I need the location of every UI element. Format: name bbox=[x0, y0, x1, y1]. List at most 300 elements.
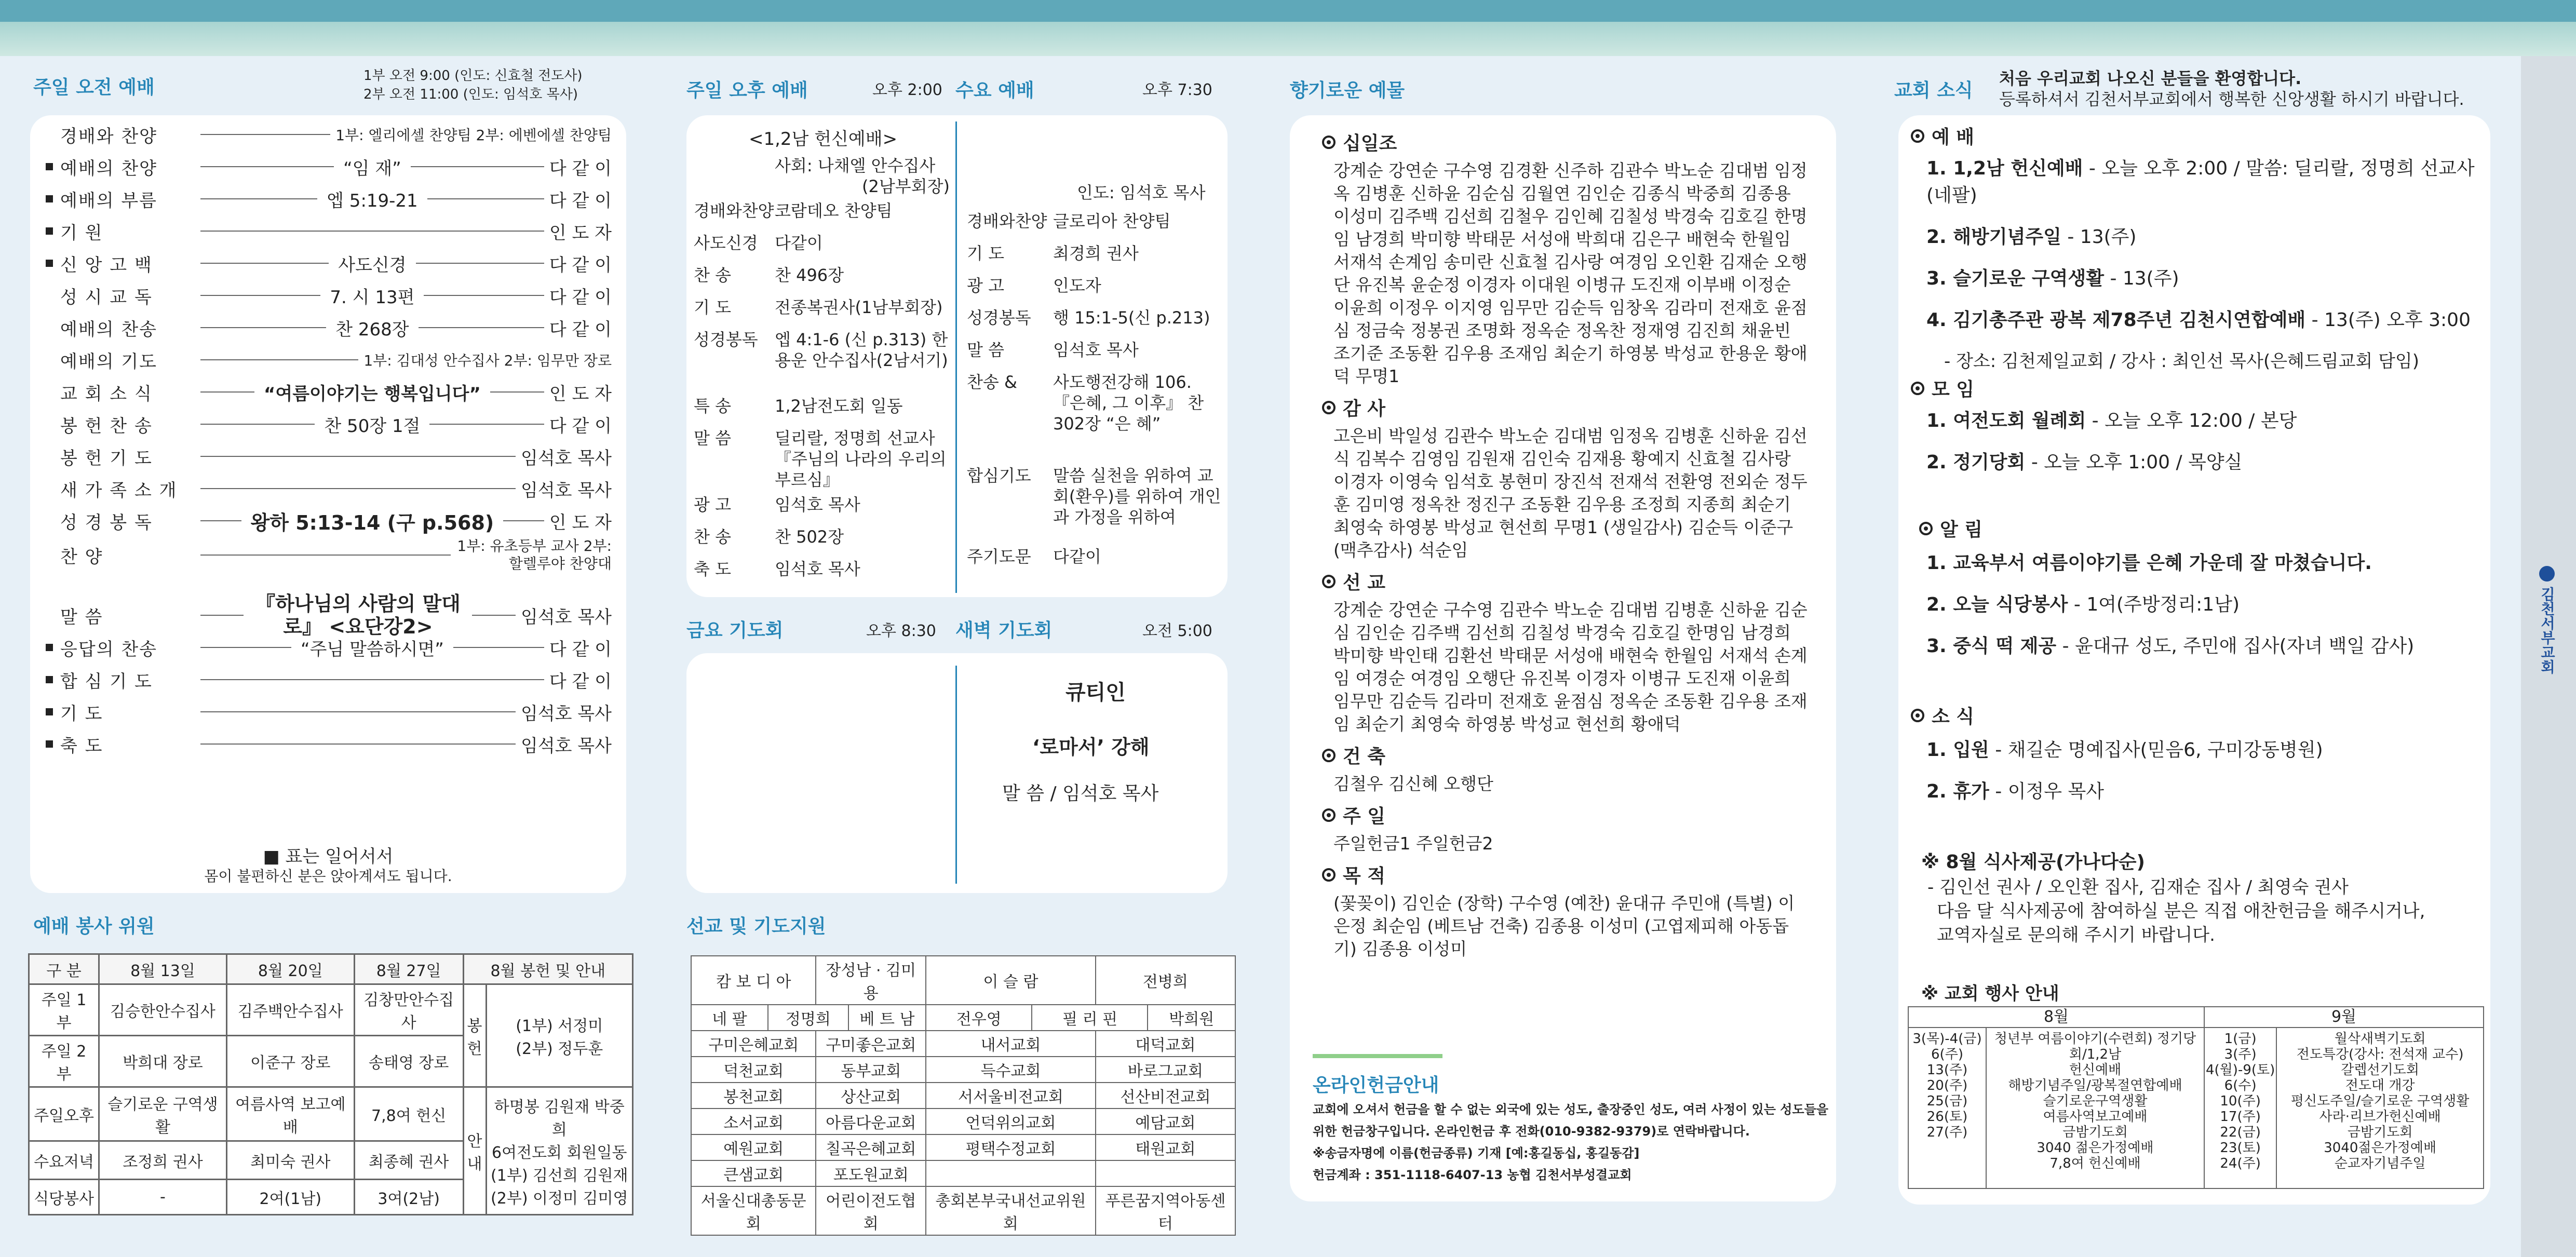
bullet-circle-icon bbox=[1322, 868, 1336, 882]
seated-note: 몸이 불편하신 분은 앉아계셔도 됩니다. bbox=[204, 868, 452, 885]
news-items bbox=[1911, 737, 2323, 805]
welcome-line-1: 처음 우리교회 나오신 분들을 환영합니다. bbox=[1999, 69, 2302, 88]
cell: - bbox=[99, 1180, 227, 1215]
order-row bbox=[46, 379, 612, 405]
order-row bbox=[46, 699, 612, 725]
cell: 주일 1 부 bbox=[29, 984, 99, 1036]
bullet-square-icon bbox=[46, 163, 53, 170]
leader-line bbox=[200, 231, 544, 232]
mission-cell: 포도원교회 bbox=[816, 1160, 926, 1186]
leader-line bbox=[419, 327, 544, 328]
order-leader: 다 같 이 bbox=[549, 158, 612, 179]
order-row bbox=[46, 347, 612, 373]
order-label: 기 원 bbox=[60, 222, 103, 244]
news-item-title: 1. 입원 bbox=[1926, 739, 1989, 761]
order-label: 성 시 교 독 bbox=[60, 287, 153, 308]
offering-group-heading bbox=[1322, 394, 1810, 421]
morning-times bbox=[363, 66, 583, 104]
offering-group-name: 감 사 bbox=[1343, 398, 1386, 420]
afternoon-row bbox=[694, 428, 953, 490]
mission-cell: 전병희 bbox=[1096, 956, 1235, 1005]
order-row bbox=[46, 282, 612, 308]
cell: 최미숙 권사 bbox=[226, 1141, 354, 1180]
wednesday-value: 인도자 bbox=[1053, 276, 1101, 295]
friday-time: 오후 8:30 bbox=[866, 622, 936, 640]
mission-title: 선교 및 기도지원 bbox=[686, 916, 826, 937]
mission-cell: 어린이전도협회 bbox=[816, 1186, 926, 1235]
dawn-title: 새벽 기도회 bbox=[955, 620, 1053, 641]
wednesday-value: 사도행전강해 106. 『은혜, 그 이후』 찬 302장 “은 혜” bbox=[1053, 372, 1204, 434]
order-label: 봉 헌 기 도 bbox=[60, 448, 153, 469]
order-label: 성 경 봉 독 bbox=[60, 512, 153, 533]
cell: 이준구 장로 bbox=[226, 1036, 354, 1087]
cell: 7,8여 헌신 bbox=[354, 1087, 463, 1141]
order-row bbox=[46, 592, 612, 639]
qt-series: ‘로마서’ 강해 bbox=[1032, 736, 1150, 759]
order-leader: 1부: 엘리에셀 찬양팀 2부: 에벤에셀 찬양팀 bbox=[335, 127, 612, 144]
leader-line bbox=[200, 520, 241, 521]
online-accent-bar bbox=[1313, 1054, 1442, 1058]
church-news-title: 교회 소식 bbox=[1894, 80, 1973, 101]
afternoon-wed-card bbox=[686, 115, 1228, 597]
aug-dates bbox=[1908, 1028, 1986, 1188]
event-title: ※ 교회 행사 안내 bbox=[1921, 983, 2059, 1004]
news-item-title: 3. 중식 떡 제공 bbox=[1926, 636, 2057, 657]
sep-event: 갈렙선기도회 bbox=[2341, 1062, 2419, 1078]
mission-cell: 구미좋은교회 bbox=[816, 1031, 926, 1057]
leader-line bbox=[200, 615, 244, 616]
afternoon-value: 찬 502장 bbox=[775, 527, 844, 547]
news-item-title: 4. 김기총주관 광복 제78주년 김천시연합예배 bbox=[1926, 309, 2306, 331]
leader-line bbox=[200, 198, 317, 199]
sep-date: 1(금) bbox=[2224, 1031, 2257, 1047]
offering-group-heading bbox=[1322, 861, 1810, 888]
leader-line bbox=[411, 166, 544, 167]
afternoon-row bbox=[694, 297, 953, 318]
mission-cell: 구미은혜교회 bbox=[691, 1031, 816, 1057]
leader-line bbox=[200, 744, 516, 745]
cell: 슬기로운 구역생활 bbox=[99, 1087, 227, 1141]
order-row bbox=[46, 315, 612, 341]
cell: 3여(2남) bbox=[354, 1180, 463, 1215]
order-leader: 1부: 김대성 안수집사 2부: 임무만 장로 bbox=[363, 352, 612, 369]
meal-line-2: 다음 달 식사제공에 참여하실 분은 직접 애찬헌금을 해주시거나, bbox=[1937, 901, 2425, 922]
order-label: 응답의 찬송 bbox=[60, 639, 158, 660]
afternoon-row bbox=[694, 396, 953, 416]
order-leader: 임석호 목사 bbox=[520, 735, 612, 756]
news-item bbox=[1926, 550, 2414, 577]
leader-line bbox=[200, 359, 358, 360]
online-line-3: ※송금자명에 이름(헌금종류) 기재 [예:홍길동십, 홍길동감] bbox=[1313, 1146, 1640, 1160]
order-leader: 임석호 목사 bbox=[520, 606, 612, 628]
stand-note: ■ 표는 일어서서 bbox=[263, 846, 394, 867]
bullet-square-icon bbox=[46, 644, 53, 651]
qt-title: 큐티인 bbox=[1066, 681, 1126, 705]
sep-date: 17(주) bbox=[2220, 1109, 2261, 1125]
mission-cell: 서울신대총동문회 bbox=[691, 1186, 816, 1235]
mission-cell: 득수교회 bbox=[926, 1057, 1096, 1083]
aug-event: 여름사역보고예배 bbox=[2043, 1109, 2148, 1125]
order-label: 예배의 기도 bbox=[60, 351, 158, 372]
cell: 수요저녁 bbox=[29, 1141, 99, 1180]
news-card bbox=[1898, 115, 2490, 1205]
mission-cell: 필 리 핀 bbox=[1032, 1005, 1148, 1031]
order-row bbox=[46, 634, 612, 660]
aug-event: 헌신예배 bbox=[2069, 1062, 2122, 1078]
friday-title: 금요 기도회 bbox=[686, 620, 784, 641]
bullet-circle-icon bbox=[1322, 808, 1336, 822]
offering-group-heading bbox=[1322, 742, 1810, 768]
news-heading: 소 식 bbox=[1932, 706, 1975, 727]
dawn-time: 오전 5:00 bbox=[1142, 622, 1212, 640]
cell: 주일 2 부 bbox=[29, 1036, 99, 1087]
leader-line bbox=[200, 647, 291, 648]
wednesday-value: 최경희 권사 bbox=[1053, 244, 1139, 263]
order-row bbox=[46, 443, 612, 469]
church-name-vertical: 김천서부교회 bbox=[2539, 587, 2556, 674]
news-item bbox=[1926, 591, 2414, 618]
wednesday-label: 경배와찬양 bbox=[967, 211, 1047, 231]
leader-line bbox=[200, 711, 516, 712]
leader-line bbox=[200, 391, 254, 393]
afternoon-label: 축 도 bbox=[694, 559, 731, 579]
wednesday-row bbox=[967, 546, 1221, 567]
news-item-detail: - 오늘 오후 12:00 / 본당 bbox=[2086, 410, 2297, 431]
mission-cell: 내서교회 bbox=[926, 1031, 1096, 1057]
bullet-circle-icon bbox=[1322, 401, 1336, 414]
leader-line bbox=[472, 615, 515, 616]
aug-event: 금밤기도회 bbox=[2062, 1125, 2128, 1140]
meal-title: ※ 8월 식사제공(가나다순) bbox=[1921, 851, 2146, 873]
afternoon-label: 말 씀 bbox=[694, 428, 731, 448]
order-row bbox=[46, 186, 612, 212]
meetings-section bbox=[1911, 375, 2297, 491]
bullet-circle-icon bbox=[1911, 382, 1924, 395]
friday-dawn-card bbox=[686, 653, 1228, 893]
order-label: 경배와 찬양 bbox=[60, 126, 158, 147]
wednesday-row bbox=[967, 465, 1221, 528]
sep-event: 순교자기념주일 bbox=[2334, 1156, 2426, 1171]
wednesday-time: 오후 7:30 bbox=[1142, 81, 1212, 99]
leader-line bbox=[200, 488, 516, 489]
aug-event: 해방기념주일/광복절연합예배 bbox=[2008, 1078, 2182, 1093]
mission-cell: 예원교회 bbox=[691, 1134, 816, 1160]
offering-group-name: 십일조 bbox=[1343, 133, 1397, 154]
offering-side-label: 봉 헌 bbox=[463, 984, 486, 1087]
sunday-afternoon-title: 주일 오후 예배 bbox=[686, 80, 808, 101]
top-decorative-band bbox=[0, 0, 2576, 56]
time-second: 2부 오전 11:00 (인도: 임석호 목사) bbox=[363, 87, 578, 102]
mission-cell: 큰샘교회 bbox=[691, 1160, 816, 1186]
aug-date: 6(주) bbox=[1931, 1047, 1963, 1062]
sep-date: 23(토) bbox=[2220, 1140, 2261, 1156]
order-leader: 인 도 자 bbox=[549, 383, 612, 404]
sep-event: 평신도주일/슬기로운 구역생활 bbox=[2290, 1093, 2470, 1109]
cell: 여름사역 보고예배 bbox=[226, 1087, 354, 1141]
worship-heading: 예 배 bbox=[1932, 127, 1975, 148]
qt-speaker: 말 씀 / 임석호 목사 bbox=[1002, 783, 1159, 804]
aug-date: 26(토) bbox=[1926, 1109, 1968, 1125]
sep-date: 24(주) bbox=[2220, 1156, 2261, 1171]
cell: 김주백안수집사 bbox=[226, 984, 354, 1036]
offering-group-name: 선 교 bbox=[1343, 572, 1386, 593]
afternoon-row bbox=[694, 559, 953, 579]
wednesday-row bbox=[967, 307, 1221, 328]
sep-date: 10(주) bbox=[2220, 1093, 2261, 1109]
order-row bbox=[46, 731, 612, 757]
order-row bbox=[46, 537, 612, 572]
news-item bbox=[1926, 449, 2297, 476]
order-label: 봉 헌 찬 송 bbox=[60, 415, 153, 437]
bullet-square-icon bbox=[46, 740, 53, 748]
news-item-detail: - 오늘 오후 1:00 / 목양실 bbox=[2025, 452, 2243, 473]
mission-cell: 정명희 bbox=[768, 1005, 848, 1031]
online-line-2: 위한 헌금창구입니다. 온라인헌금 후 전화(010-9382-9379)로 연락바랍니다. bbox=[1313, 1124, 1750, 1139]
news-item-detail: - 13(주) bbox=[2061, 226, 2137, 248]
order-label: 예배의 부름 bbox=[60, 190, 158, 211]
news-item-title: 1. 교육부서 여름이야기를 은혜 가운데 잘 마쳤습니다. bbox=[1926, 552, 2372, 574]
order-content: 사도신경 bbox=[338, 254, 407, 276]
news-section bbox=[1911, 702, 2323, 820]
mission-cell: 선산비전교회 bbox=[1096, 1083, 1235, 1109]
order-leader: 다 같 이 bbox=[549, 415, 612, 437]
wednesday-value: 말씀 실천을 위하여 교회(환우)를 위하여 개인과 가정을 위하여 bbox=[1053, 466, 1221, 527]
mission-cell: 장성남 · 김미용 bbox=[816, 956, 926, 1005]
mission-cell: 봉천교회 bbox=[691, 1083, 816, 1109]
church-logo-vertical bbox=[2534, 566, 2560, 691]
sep-event: 월삭새벽기도회 bbox=[2334, 1031, 2426, 1047]
mission-cell: 박희원 bbox=[1148, 1005, 1235, 1031]
bullet-circle-icon bbox=[1322, 575, 1336, 588]
worship-section bbox=[1911, 123, 2490, 374]
leader-line bbox=[416, 263, 544, 264]
sep-events bbox=[2276, 1028, 2484, 1188]
cell: 박희대 장로 bbox=[99, 1036, 227, 1087]
wednesday-row bbox=[967, 211, 1221, 232]
bullet-square-icon bbox=[46, 195, 53, 202]
order-row bbox=[46, 667, 612, 693]
afternoon-label: 특 송 bbox=[694, 396, 731, 416]
meeting-items bbox=[1911, 408, 2297, 476]
worship-place: - 장소: 김천제일교회 / 강사 : 최인선 목사(은혜드림교회 담임) bbox=[1944, 351, 2420, 372]
wednesday-row bbox=[967, 340, 1221, 360]
meal-info bbox=[1927, 875, 2425, 947]
bullet-circle-icon bbox=[1322, 136, 1336, 149]
afternoon-label: 광 고 bbox=[694, 495, 731, 515]
mission-cell: 푸른꿈지역아동센터 bbox=[1096, 1186, 1235, 1235]
meal-line-3: 교역자실로 문의해 주시기 바랍니다. bbox=[1937, 925, 2215, 945]
leader-line bbox=[200, 263, 329, 264]
offering-group-names: 주일헌금1 주일헌금2 bbox=[1333, 833, 1493, 854]
afternoon-row bbox=[694, 233, 953, 253]
order-content: 왕하 5:13-14 (구 p.568) bbox=[250, 511, 494, 534]
order-row bbox=[46, 154, 612, 180]
wednesday-label: 주기도문 bbox=[967, 547, 1031, 566]
sep-date: 4(월)-9(토) bbox=[2206, 1062, 2275, 1078]
leader-line bbox=[200, 456, 516, 457]
worship-items bbox=[1911, 155, 2490, 334]
mission-cell: 네 팔 bbox=[691, 1005, 768, 1031]
order-leader: 다 같 이 bbox=[549, 319, 612, 340]
hdr-aug13: 8월 13일 bbox=[99, 954, 227, 984]
cell: 최종혜 권사 bbox=[354, 1141, 463, 1180]
moderator-role: (2남부회장) bbox=[862, 177, 950, 196]
wednesday-value: 행 15:1-5(신 p.213) bbox=[1053, 308, 1210, 328]
leader-line bbox=[427, 198, 544, 199]
order-label: 합 심 기 도 bbox=[60, 671, 153, 692]
bullet-circle-icon bbox=[1322, 749, 1336, 762]
order-label: 예배의 찬양 bbox=[60, 158, 158, 179]
order-leader: 인 도 자 bbox=[549, 512, 612, 533]
afternoon-row bbox=[694, 494, 953, 515]
order-row bbox=[46, 508, 612, 534]
aug-event: 청년부 여름이야기(수련회) 정기당회/1,2남 bbox=[1994, 1031, 2196, 1062]
mission-cell: 예담교회 bbox=[1096, 1109, 1235, 1134]
news-item-detail: - 채길순 명예집사(믿음6, 구미강동병원) bbox=[1989, 739, 2323, 761]
leader-line bbox=[200, 295, 320, 296]
mission-cell bbox=[1096, 1160, 1235, 1186]
mission-cell: 서서울비전교회 bbox=[926, 1083, 1096, 1109]
cell: 송태영 장로 bbox=[354, 1036, 463, 1087]
order-content: 7. 시 13편 bbox=[330, 287, 415, 308]
order-leader: 임석호 목사 bbox=[520, 703, 612, 724]
bullet-square-icon bbox=[46, 260, 53, 267]
aug-date: 27(주) bbox=[1926, 1125, 1968, 1140]
meetings-heading: 모 임 bbox=[1932, 379, 1975, 400]
wednesday-label: 합심기도 bbox=[967, 466, 1031, 485]
order-leader: 임석호 목사 bbox=[520, 480, 612, 501]
leader-line bbox=[503, 520, 544, 521]
offerings-card bbox=[1290, 115, 1836, 1201]
wednesday-leader: 인도: 임석호 목사 bbox=[1077, 183, 1206, 202]
cell: 김승한안수집사 bbox=[99, 984, 227, 1036]
afternoon-row bbox=[694, 526, 953, 547]
mission-cell: 바로그교회 bbox=[1096, 1057, 1235, 1083]
mission-cell: 캄 보 디 아 bbox=[691, 956, 816, 1005]
order-row bbox=[46, 218, 612, 244]
offering-group-names: 고은비 박일성 김관수 박노순 김대범 임정옥 김병훈 신하윤 김선식 김복수 김영임 김원재 김인숙 김재용 황예지 신효철 김사랑 이경자 이영숙 임석호 봉현미 장진석 전재석 전환영 전외순 정두훈 김미영 정옥찬 정진구 조동환 김우용 조정희 지종희 최순기 최영숙 하영봉 박성교 현선희 무명1 (생일감사) 김순득 이준구 (맥추감사) 석순임 bbox=[1333, 426, 1808, 560]
wednesday-value: 다같이 bbox=[1053, 547, 1101, 566]
guide-3: (1부) 김선희 김원재 bbox=[491, 1166, 628, 1185]
church-logo-icon bbox=[2539, 566, 2555, 582]
news-item bbox=[1926, 155, 2490, 209]
wednesday-row bbox=[967, 275, 1221, 296]
cell: 2여(1남) bbox=[226, 1180, 354, 1215]
sep-date: 6(수) bbox=[2224, 1078, 2257, 1093]
guide-4: (2부) 이정미 김미영 bbox=[491, 1189, 628, 1208]
sep-dates bbox=[2204, 1028, 2276, 1188]
order-label: 찬 양 bbox=[60, 546, 103, 567]
afternoon-value: 코람데오 찬양팀 bbox=[775, 201, 893, 221]
order-leader: 다 같 이 bbox=[549, 671, 612, 692]
news-item bbox=[1926, 737, 2323, 764]
news-item-title: 2. 정기당회 bbox=[1926, 452, 2026, 473]
offering-group-name: 주 일 bbox=[1343, 806, 1386, 827]
moderator: 사회: 나채엘 안수집사 bbox=[775, 156, 936, 175]
bullet-circle-icon bbox=[1911, 709, 1924, 722]
mission-cell: 언덕위의교회 bbox=[926, 1109, 1096, 1134]
afternoon-row bbox=[694, 200, 953, 221]
sep-event: 사라·리브가헌신예배 bbox=[2319, 1109, 2441, 1125]
service-committee-title: 예배 봉사 위원 bbox=[33, 916, 155, 937]
wednesday-row bbox=[967, 243, 1221, 264]
wednesday-value: 글로리아 찬양팀 bbox=[1053, 211, 1171, 231]
order-content: 찬 50장 1절 bbox=[324, 415, 421, 437]
order-label: 교 회 소 식 bbox=[60, 383, 153, 404]
hdr-aug20: 8월 20일 bbox=[226, 954, 354, 984]
news-item-title: 3. 슬기로운 구역생활 bbox=[1926, 268, 2104, 289]
news-item-detail: - 오늘 오후 2:00 / 말씀: 딜리랄, 정명희 선교사(네팔) bbox=[1926, 158, 2475, 206]
afternoon-value: 1,2남전도회 일동 bbox=[775, 396, 903, 416]
order-content: 찬 268장 bbox=[335, 319, 409, 340]
offer-2: (2부) 정두훈 bbox=[516, 1039, 603, 1058]
aug-event: 7,8여 헌신예배 bbox=[2049, 1156, 2141, 1171]
order-leader: 다 같 이 bbox=[549, 287, 612, 308]
order-content: 『하나님의 사람의 말대로』 <요단강2> bbox=[255, 592, 461, 638]
guide-names bbox=[486, 1087, 632, 1215]
guide-2: 6여전도회 회원일동 bbox=[492, 1143, 627, 1162]
mission-cell: 대덕교회 bbox=[1096, 1031, 1235, 1057]
order-content: “주님 말씀하시면” bbox=[300, 639, 444, 660]
news-item-detail: - 13(주) bbox=[2104, 268, 2179, 289]
mission-cell: 상산교회 bbox=[816, 1083, 926, 1109]
offering-groups bbox=[1322, 123, 1810, 961]
leader-line bbox=[200, 424, 315, 425]
morning-order-card bbox=[30, 115, 626, 893]
news-item bbox=[1926, 307, 2490, 334]
offerings-title: 향기로운 예물 bbox=[1290, 80, 1405, 101]
afternoon-label: 기 도 bbox=[694, 298, 731, 317]
mission-cell bbox=[926, 1160, 1096, 1186]
cell: 조정희 권사 bbox=[99, 1141, 227, 1180]
hdr-offering-guide: 8월 봉헌 및 안내 bbox=[463, 954, 632, 984]
wednesday-value: 임석호 목사 bbox=[1053, 340, 1139, 360]
order-row bbox=[46, 411, 612, 437]
time-first: 1부 오전 9:00 (인도: 신효철 전도사) bbox=[363, 68, 583, 84]
afternoon-value: 딜리랄, 정명희 선교사 『주님의 나라의 우리의 부르심』 bbox=[775, 428, 947, 490]
sunday-morning-title: 주일 오전 예배 bbox=[33, 77, 155, 98]
wednesday-label: 기 도 bbox=[967, 244, 1004, 263]
news-item-title: 1. 1,2남 헌신예배 bbox=[1926, 158, 2083, 179]
news-item-detail: - 윤대규 성도, 주민애 집사(자녀 백일 감사) bbox=[2056, 636, 2415, 657]
order-row bbox=[46, 250, 612, 276]
welcome-line-2: 등록하셔서 김천서부교회에서 행복한 신앙생활 하시기 바랍니다. bbox=[1999, 89, 2464, 109]
mission-cell: 소서교회 bbox=[691, 1109, 816, 1134]
order-label: 축 도 bbox=[60, 735, 103, 756]
order-leader: 인 도 자 bbox=[549, 222, 612, 244]
sep-date: 22(금) bbox=[2220, 1125, 2261, 1140]
leader-line bbox=[200, 134, 330, 135]
wednesday-label: 광 고 bbox=[967, 276, 1004, 295]
mission-cell: 아름다운교회 bbox=[816, 1109, 926, 1134]
news-item-detail: - 13(주) 오후 3:00 bbox=[2305, 309, 2471, 331]
afternoon-label: 찬 송 bbox=[694, 265, 731, 285]
bullet-square-icon bbox=[46, 708, 53, 715]
order-content: “여름이야기는 행복입니다” bbox=[264, 383, 481, 404]
order-content: 엡 5:19-21 bbox=[327, 190, 418, 211]
leader-line bbox=[200, 166, 334, 167]
notices-section bbox=[1919, 515, 2414, 674]
notice-items bbox=[1919, 550, 2414, 660]
leader-line bbox=[424, 295, 544, 296]
online-line-1: 교회에 오셔서 헌금을 할 수 없는 외국에 있는 성도, 출장중인 성도, 여러 사정이 있는 성도들을 bbox=[1313, 1102, 1829, 1117]
mission-cell: 베 트 남 bbox=[848, 1005, 926, 1031]
order-leader: 임석호 목사 bbox=[520, 448, 612, 469]
afternoon-value: 임석호 목사 bbox=[775, 495, 860, 515]
order-label: 기 도 bbox=[60, 703, 103, 724]
bullet-square-icon bbox=[46, 676, 53, 683]
wednesday-row bbox=[967, 372, 1221, 434]
